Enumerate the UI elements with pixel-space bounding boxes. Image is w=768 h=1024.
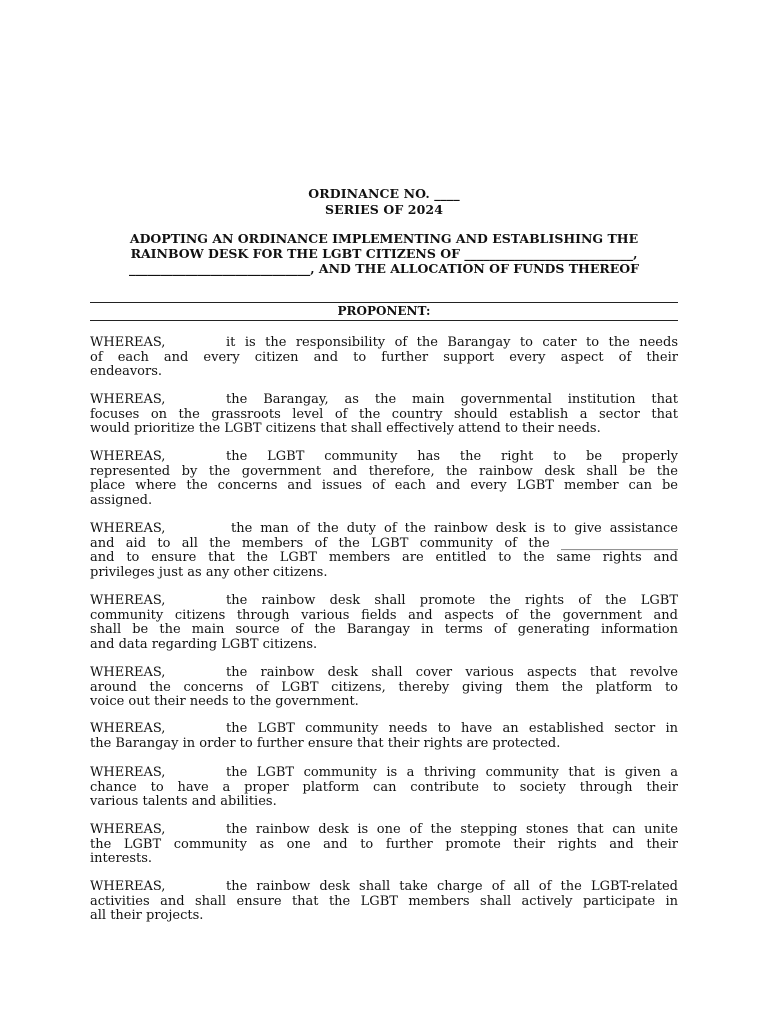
- whereas-keyword: WHEREAS,: [90, 765, 166, 780]
- clause-opening-text: the rainbow desk shall take charge of all of the LGBT-related: [226, 880, 678, 894]
- whereas-clause: [90, 880, 678, 924]
- whereas-keyword: WHEREAS,: [90, 392, 166, 407]
- clause-text-line: voice out their needs to the government.: [90, 695, 359, 710]
- clause-first-line: [90, 336, 678, 351]
- clause-text-line: interests.: [90, 852, 153, 867]
- whereas-clause: [90, 522, 678, 580]
- clause-opening-text: the LGBT community has the right to be properly: [226, 450, 678, 464]
- whereas-clause: [90, 393, 678, 437]
- clause-first-line: [90, 880, 678, 895]
- whereas-keyword: WHEREAS,: [90, 335, 166, 350]
- whereas-clause: [90, 823, 678, 867]
- whereas-clause: [90, 722, 678, 751]
- clause-opening-text: the rainbow desk is one of the stepping stones that can unite: [226, 823, 678, 837]
- divider-top: [90, 302, 678, 303]
- clause-text-line: all their projects.: [90, 909, 204, 924]
- proponent-label: PROPONENT:: [337, 304, 431, 318]
- clause-first-line: [90, 722, 678, 737]
- clause-first-line: [90, 666, 678, 681]
- clause-text-line: focuses on the grassroots level of the country should establish a sector that: [90, 407, 678, 422]
- clause-text-line: and aid to all the members of the LGBT community of the __________________: [90, 536, 678, 551]
- clause-text-line: privileges just as any other citizens.: [90, 565, 328, 580]
- clause-text-line: and data regarding LGBT citizens.: [90, 637, 318, 652]
- clause-text-line: activities and shall ensure that the LGBT members shall actively participate in: [90, 894, 678, 909]
- clause-text-line: community citizens through various fields and aspects of the government and: [90, 608, 678, 623]
- whereas-clause: [90, 336, 678, 380]
- clause-opening-text: the man of the duty of the rainbow desk is to give assistance: [231, 522, 678, 536]
- clause-first-line: [90, 823, 678, 838]
- clause-text-line: assigned.: [90, 493, 153, 508]
- clause-opening-text: the LGBT community needs to have an established sector in: [226, 722, 678, 736]
- clause-text-line: chance to have a proper platform can contribute to society through their: [90, 780, 678, 795]
- clause-first-line: [90, 766, 678, 781]
- clause-text-line: the LGBT community as one and to further promote their rights and their: [90, 837, 678, 852]
- clause-opening-text: it is the responsibility of the Barangay to cater to the needs: [226, 336, 678, 350]
- whereas-clause: [90, 450, 678, 508]
- clause-opening-text: the LGBT community is a thriving community that is given a: [226, 766, 678, 780]
- clause-text-line: represented by the government and therefore, the rainbow desk shall be the: [90, 464, 678, 479]
- clause-opening-text: the rainbow desk shall promote the rights of the LGBT: [226, 594, 678, 608]
- clause-text-line: place where the concerns and issues of each and every LGBT member can be: [90, 479, 678, 494]
- clause-text-line: around the concerns of LGBT citizens, thereby giving them the platform to: [90, 680, 678, 695]
- clause-text-line: the Barangay in order to further ensure that their rights are protected.: [90, 736, 561, 751]
- clause-text-line: shall be the main source of the Barangay in terms of generating information: [90, 623, 678, 638]
- whereas-clause: [90, 594, 678, 652]
- whereas-keyword: WHEREAS,: [90, 879, 166, 894]
- whereas-keyword: WHEREAS,: [90, 822, 166, 837]
- clause-first-line: [90, 522, 678, 537]
- ordinance-series: SERIES OF 2024: [324, 202, 443, 217]
- whereas-clause: [90, 766, 678, 810]
- whereas-keyword: WHEREAS,: [90, 665, 166, 680]
- ordinance-title-line-1: ADOPTING AN ORDINANCE IMPLEMENTING AND ESTABLISHING THE: [129, 231, 639, 246]
- clause-text-line: and to ensure that the LGBT members are entitled to the same rights and: [90, 551, 678, 566]
- clause-text-line: would prioritize the LGBT citizens that shall effectively attend to their needs.: [90, 422, 601, 437]
- ordinance-title-line-2: RAINBOW DESK FOR THE LGBT CITIZENS OF ___________________________,: [130, 246, 638, 261]
- clause-first-line: [90, 393, 678, 408]
- ordinance-number: ORDINANCE NO. ____: [308, 186, 460, 201]
- whereas-keyword: WHEREAS,: [90, 521, 166, 536]
- ordinance-title-line-3: _____________________________, AND THE ALLOCATION OF FUNDS THEREOF: [128, 261, 640, 276]
- whereas-keyword: WHEREAS,: [90, 721, 166, 736]
- whereas-keyword: WHEREAS,: [90, 593, 166, 608]
- clause-text-line: various talents and abilities.: [90, 795, 277, 810]
- clause-text-line: endeavors.: [90, 365, 163, 380]
- whereas-clause: [90, 666, 678, 710]
- clause-first-line: [90, 594, 678, 609]
- clause-text-line: of each and every citizen and to further support every aspect of their: [90, 350, 678, 365]
- whereas-keyword: WHEREAS,: [90, 449, 166, 464]
- clause-opening-text: the rainbow desk shall cover various aspects that revolve: [226, 666, 678, 680]
- divider-bottom: [90, 320, 678, 321]
- clause-opening-text: the Barangay, as the main governmental institution that: [226, 393, 678, 407]
- clause-first-line: [90, 450, 678, 465]
